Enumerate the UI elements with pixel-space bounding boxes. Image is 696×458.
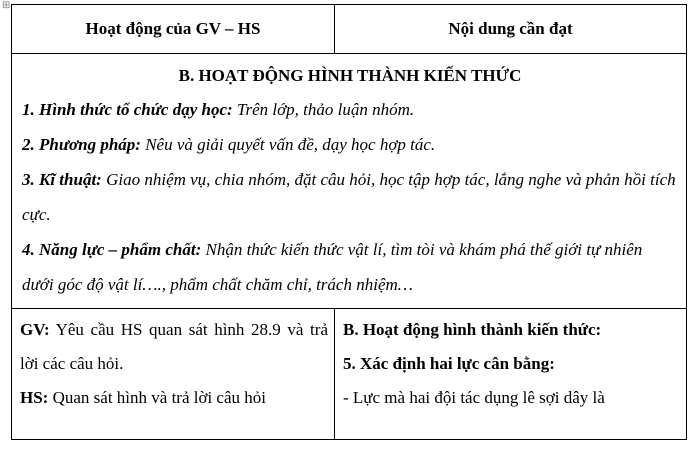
header-row: [12, 5, 687, 54]
list-item: 1. Hình thức tổ chức dạy học: Trên lớp, thảo luận nhóm.: [22, 100, 415, 119]
header-required-content: Nội dung cần đạt: [448, 19, 573, 38]
list-item: 3. Kĩ thuật: Giao nhiệm vụ, chia nhóm, đặt câu hỏi, học tập hợp tác, lắng nghe và phản hồi tích cực.: [22, 170, 676, 224]
content-text: - Lực mà hai đội tác dụng lê sợi dây là: [343, 388, 605, 407]
activity-row: [12, 309, 687, 440]
student-response: HS: Quan sát hình và trả lời câu hỏi: [20, 388, 266, 407]
section-title: B. HOẠT ĐỘNG HÌNH THÀNH KIẾN THỨC: [178, 66, 522, 85]
teacher-instruction: GV: Yêu cầu HS quan sát hình 28.9 và trả lời các câu hỏi.: [20, 320, 328, 373]
list-item: 2. Phương pháp: Nêu và giải quyết vấn đề, dạy học hợp tác.: [22, 135, 436, 154]
teacher-student-cell: [12, 309, 335, 440]
header-right-cell: [335, 5, 687, 54]
header-left-cell: [12, 5, 335, 54]
content-heading: B. Hoạt động hình thành kiến thức:: [343, 320, 602, 339]
content-cell: [335, 309, 687, 440]
section-row: [12, 54, 687, 309]
table-move-handle-icon[interactable]: ⊞: [2, 0, 11, 11]
list-item: 4. Năng lực – phẩm chất: Nhận thức kiến thức vật lí, tìm tòi và khám phá thế giới tự nhiên dưới góc độ vật lí…., phẩm chất chăm chỉ, trách nhiệm…: [22, 240, 643, 294]
header-teacher-student-activity: Hoạt động của GV – HS: [85, 19, 261, 38]
lesson-plan-table: [11, 4, 687, 440]
section-cell: [12, 54, 687, 309]
content-subheading: 5. Xác định hai lực cân bằng:: [343, 354, 555, 373]
